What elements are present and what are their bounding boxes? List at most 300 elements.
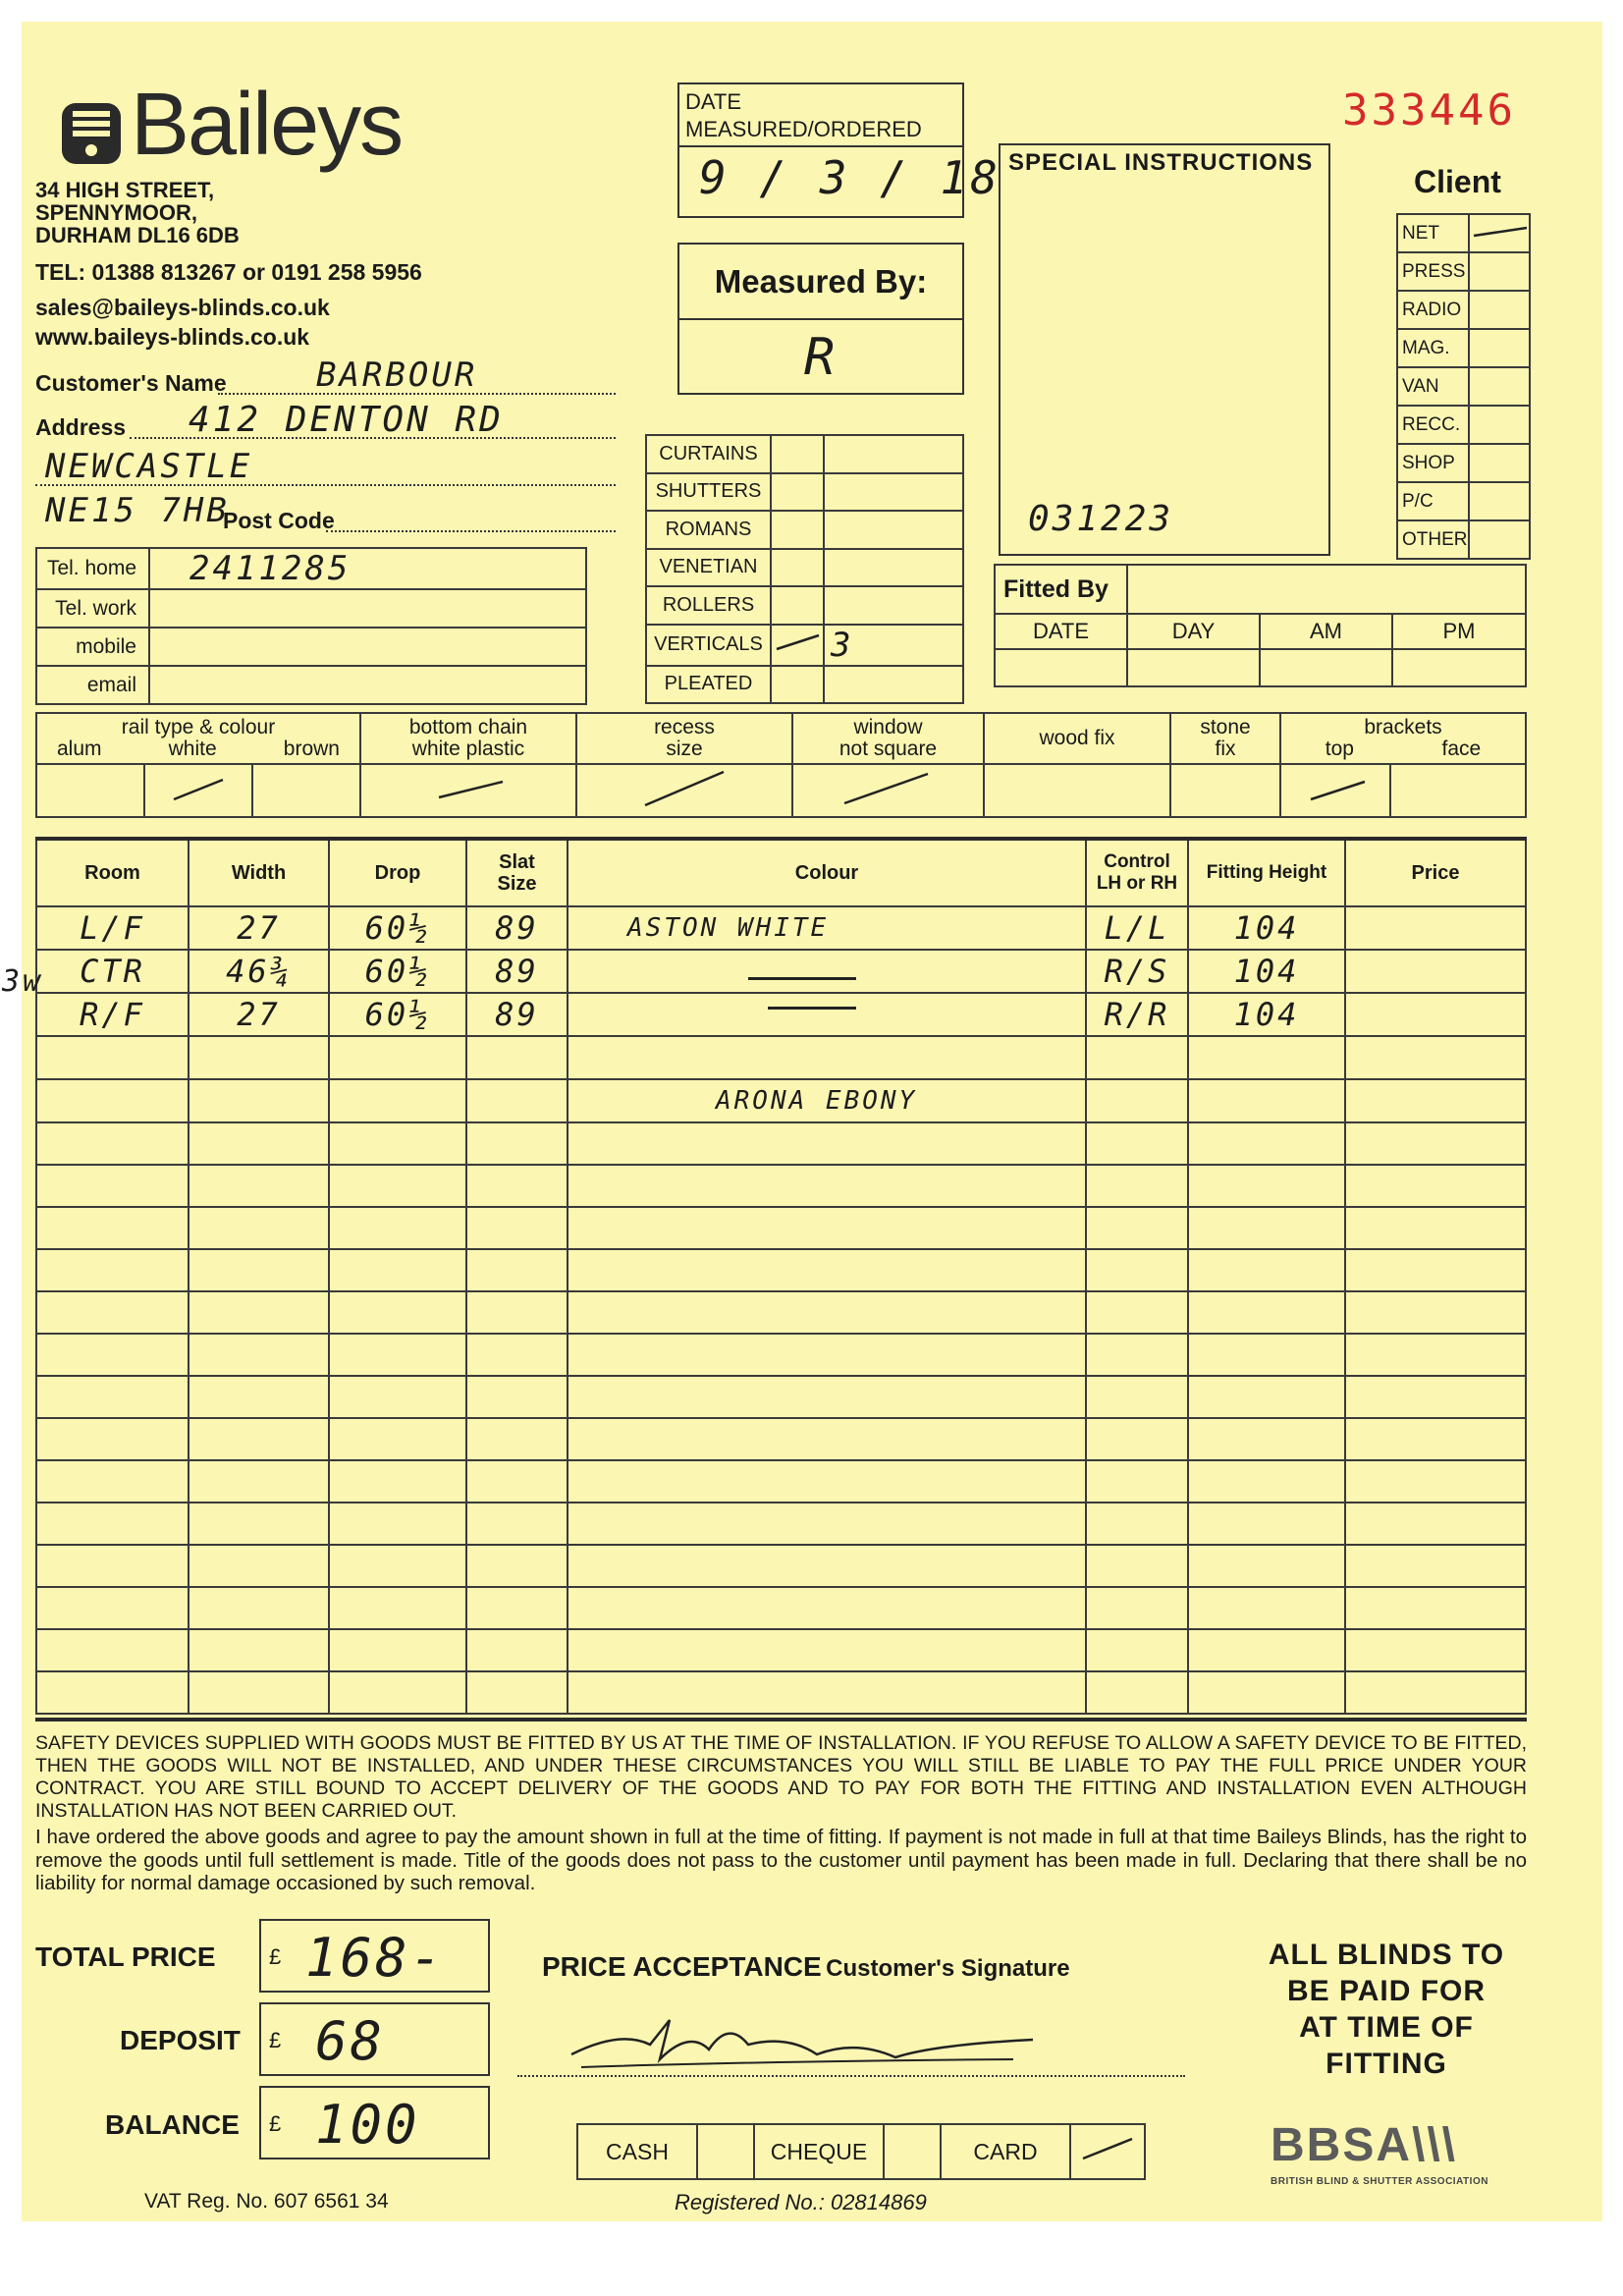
payment-cheque-check[interactable] (884, 2124, 941, 2179)
cell-colour[interactable] (568, 1207, 1086, 1249)
cell-price[interactable] (1345, 1587, 1526, 1629)
fitted-pm-label: PM (1392, 614, 1526, 649)
cell-price[interactable] (1345, 993, 1526, 1036)
brackets-header: brackets top face (1280, 713, 1526, 764)
cell-height[interactable]: 104 (1188, 950, 1345, 993)
cell-height[interactable] (1188, 1165, 1345, 1207)
cell-drop[interactable] (329, 1334, 466, 1376)
cell-width[interactable] (189, 1334, 329, 1376)
cell-colour[interactable] (568, 1291, 1086, 1334)
tick-mark-icon (772, 628, 821, 657)
table-row (36, 1079, 1526, 1122)
source-other-check[interactable] (1469, 520, 1530, 559)
address-line-3: DURHAM DL16 6DB (35, 223, 240, 247)
payment-card-check[interactable] (1070, 2124, 1145, 2179)
fitted-by-value[interactable] (1127, 565, 1526, 614)
phone-table (35, 547, 587, 705)
pleated-qty[interactable] (824, 666, 963, 704)
cell-room[interactable] (36, 1671, 189, 1714)
cell-slat[interactable] (466, 1122, 568, 1165)
venetian-check[interactable] (771, 549, 824, 587)
cell-slat[interactable] (466, 1291, 568, 1334)
tel-home-value[interactable]: 2411285 (149, 548, 586, 589)
cell-slat[interactable] (466, 1671, 568, 1714)
cell-width[interactable] (189, 1671, 329, 1714)
cell-colour[interactable] (568, 1629, 1086, 1671)
col-colour: Colour (568, 841, 1086, 906)
address-value-2[interactable]: NEWCASTLE (45, 447, 253, 486)
cell-control[interactable] (1086, 1122, 1188, 1165)
cell-room[interactable] (36, 1460, 189, 1503)
tick-mark-icon (159, 768, 238, 807)
col-slat-size: Slat Size (466, 841, 568, 906)
cell-drop[interactable] (329, 1249, 466, 1291)
romans-qty[interactable] (824, 511, 963, 549)
stone-fix-check[interactable] (1170, 764, 1280, 817)
cell-height[interactable] (1188, 1503, 1345, 1545)
cell-colour[interactable] (568, 950, 1086, 993)
cell-drop[interactable]: 60½ (329, 993, 466, 1036)
cell-price[interactable] (1345, 1545, 1526, 1587)
date-measured-value[interactable]: 9 / 3 / 18 (699, 151, 1001, 204)
cell-room[interactable] (36, 1376, 189, 1418)
tick-mark-icon (630, 766, 738, 810)
cell-price[interactable] (1345, 1165, 1526, 1207)
cell-colour[interactable] (568, 1418, 1086, 1460)
cell-slat[interactable] (466, 1629, 568, 1671)
fitted-am-value[interactable] (1260, 649, 1392, 686)
col-price: Price (1345, 841, 1526, 906)
cell-control[interactable] (1086, 1207, 1188, 1249)
company-email: sales@baileys-blinds.co.uk (35, 295, 330, 320)
source-net-check[interactable] (1469, 214, 1530, 252)
table-row (36, 906, 1526, 950)
client-label: Client (1414, 164, 1501, 199)
table-row (36, 1291, 1526, 1334)
agreement-text: I have ordered the above goods and agree to pay the amount shown in full at the time of fitting. If payment is not made in full at that time Baileys Blinds, has the right to remove the goods until full settlement is made. Title of the goods does not pass to the customer until payment has been made in full. Declaring that there shall be no liability for normal damage occasioned by such removal. (35, 1826, 1527, 1894)
cell-room[interactable] (36, 1122, 189, 1165)
shutters-qty[interactable] (824, 473, 963, 512)
source-other: OTHER (1397, 520, 1469, 559)
table-row (36, 1165, 1526, 1207)
table-row (36, 1545, 1526, 1587)
source-radio-check[interactable] (1469, 291, 1530, 329)
verticals-qty[interactable]: 3 (824, 625, 963, 666)
recess-size-check[interactable] (576, 764, 792, 817)
ditto-mark-1 (748, 977, 856, 980)
tick-mark-icon (1470, 216, 1529, 246)
date-measured-label: DATE MEASURED/ORDERED (679, 84, 962, 147)
cell-drop[interactable] (329, 1460, 466, 1503)
fitted-day-label: DAY (1127, 614, 1260, 649)
cell-price[interactable] (1345, 1671, 1526, 1714)
source-press-check[interactable] (1469, 252, 1530, 291)
email-value[interactable] (149, 666, 586, 704)
cell-room[interactable]: CTR (36, 950, 189, 993)
romans-check[interactable] (771, 511, 824, 549)
measured-by-value[interactable]: R (803, 328, 839, 387)
product-shutters: SHUTTERS (646, 473, 771, 512)
table-bottom-rule (35, 1718, 1527, 1722)
cell-control[interactable] (1086, 1629, 1188, 1671)
cell-control[interactable] (1086, 1418, 1188, 1460)
cell-slat[interactable] (466, 1334, 568, 1376)
cell-colour[interactable] (568, 1334, 1086, 1376)
curtains-qty[interactable] (824, 435, 963, 473)
cell-control[interactable]: R/R (1086, 993, 1188, 1036)
cell-control[interactable] (1086, 1334, 1188, 1376)
source-pc: P/C (1397, 482, 1469, 520)
cell-height[interactable] (1188, 1545, 1345, 1587)
cell-price[interactable] (1345, 1460, 1526, 1503)
cell-width[interactable] (189, 1165, 329, 1207)
source-shop-check[interactable] (1469, 444, 1530, 482)
cell-colour[interactable] (568, 1503, 1086, 1545)
pound-icon: £ (269, 2111, 282, 2136)
company-web: www.baileys-blinds.co.uk (35, 324, 310, 350)
cell-price[interactable] (1345, 1418, 1526, 1460)
payment-method-table (576, 2123, 1146, 2180)
postcode-value[interactable]: NE15 7HB (45, 491, 230, 530)
cell-slat[interactable] (466, 1079, 568, 1122)
cell-drop[interactable] (329, 1165, 466, 1207)
price-acceptance (542, 1951, 1070, 1983)
fitted-date-value[interactable] (995, 649, 1127, 686)
product-pleated: PLEATED (646, 666, 771, 704)
address-line-2: SPENNYMOOR, (35, 200, 198, 225)
cell-width[interactable] (189, 1376, 329, 1418)
table-row (36, 1036, 1526, 1079)
cell-width[interactable] (189, 1460, 329, 1503)
cell-height[interactable] (1188, 1207, 1345, 1249)
cell-drop[interactable] (329, 1671, 466, 1714)
special-instructions-value[interactable]: 031223 (1028, 499, 1174, 539)
pound-icon: £ (269, 1944, 282, 1969)
cell-slat[interactable] (466, 1418, 568, 1460)
brown-check[interactable] (252, 764, 360, 817)
bbsa-subtitle: BRITISH BLIND & SHUTTER ASSOCIATION (1271, 2176, 1488, 2187)
cell-slat[interactable] (466, 1249, 568, 1291)
company-address (35, 179, 240, 246)
deposit-value[interactable]: 68 (315, 2010, 386, 2072)
mobile-value[interactable] (149, 628, 586, 666)
cell-width[interactable] (189, 1503, 329, 1545)
table-row (36, 1207, 1526, 1249)
cell-width[interactable] (189, 1629, 329, 1671)
cell-width[interactable] (189, 1587, 329, 1629)
cell-control[interactable] (1086, 1376, 1188, 1418)
cell-drop[interactable] (329, 1122, 466, 1165)
registered-no: Registered No.: 02814869 (675, 2190, 927, 2214)
cell-drop[interactable] (329, 1545, 466, 1587)
cell-price[interactable] (1345, 906, 1526, 950)
cell-slat[interactable]: 89 (466, 906, 568, 950)
product-curtains: CURTAINS (646, 435, 771, 473)
cell-room[interactable] (36, 1587, 189, 1629)
bottom-chain-check[interactable] (360, 764, 576, 817)
table-row (36, 1671, 1526, 1714)
source-net: NET (1397, 214, 1469, 252)
cell-room[interactable] (36, 1165, 189, 1207)
cell-slat[interactable] (466, 1207, 568, 1249)
fitted-pm-value[interactable] (1392, 649, 1526, 686)
cell-price[interactable] (1345, 1079, 1526, 1122)
window-not-square-check[interactable] (792, 764, 984, 817)
cell-height[interactable] (1188, 1334, 1345, 1376)
tick-mark-icon (1296, 768, 1375, 807)
cell-control[interactable] (1086, 1291, 1188, 1334)
shutters-check[interactable] (771, 473, 824, 512)
fitted-by-label: Fitted By (995, 565, 1127, 614)
customer-name-value[interactable]: BARBOUR (316, 355, 478, 395)
cell-drop[interactable]: 60½ (329, 950, 466, 993)
fitted-by-table (994, 564, 1527, 687)
cell-width[interactable] (189, 1249, 329, 1291)
safety-notice: SAFETY DEVICES SUPPLIED WITH GOODS MUST BE FITTED BY US AT THE TIME OF INSTALLATION. IF YOU REFUSE TO ALLOW A SAFETY DEVICE TO BE FITTED, THEN THE GOODS WILL NOT BE INSTALLED, AND UNDER THESE CIRCUMSTANCES YOU WILL STILL BE LIABLE TO PAY THE FULL PRICE UNDER YOUR CONTRACT. YOU ARE STILL BOUND TO ACCEPT DELIVERY OF THE GOODS AND TO PAY FOR BOTH THE FITTING AND INSTALLATION EVEN ALTHOUGH INSTALLATION HAS NOT BEEN CARRIED OUT. (35, 1732, 1527, 1822)
cell-room[interactable] (36, 1418, 189, 1460)
order-number: 333446 (1342, 85, 1516, 136)
logo (57, 76, 403, 184)
cell-drop[interactable] (329, 1587, 466, 1629)
options-table (35, 712, 1527, 818)
col-fitting-height: Fitting Height (1188, 841, 1345, 906)
company-tel: TEL: 01388 813267 or 0191 258 5956 (35, 259, 422, 285)
rollers-qty[interactable] (824, 586, 963, 625)
product-venetian: VENETIAN (646, 549, 771, 587)
cell-height[interactable] (1188, 1587, 1345, 1629)
deposit-label: DEPOSIT (120, 2025, 241, 2055)
cell-height[interactable] (1188, 1249, 1345, 1291)
stone-fix-header: stone fix (1170, 713, 1280, 764)
cell-width[interactable] (189, 1036, 329, 1079)
cell-price[interactable] (1345, 1503, 1526, 1545)
cell-slat[interactable] (466, 1545, 568, 1587)
cell-price[interactable] (1345, 1207, 1526, 1249)
cell-drop[interactable] (329, 1291, 466, 1334)
tel-work-label: Tel. work (36, 589, 149, 628)
cell-height[interactable] (1188, 1122, 1345, 1165)
cell-control[interactable] (1086, 1460, 1188, 1503)
cell-control[interactable] (1086, 1671, 1188, 1714)
total-price-label: TOTAL PRICE (35, 1941, 216, 1972)
wood-fix-check[interactable] (984, 764, 1170, 817)
cell-room[interactable] (36, 1207, 189, 1249)
source-recc-check[interactable] (1469, 406, 1530, 444)
balance-box[interactable] (259, 2086, 490, 2159)
cell-price[interactable] (1345, 1249, 1526, 1291)
cell-control[interactable]: R/S (1086, 950, 1188, 993)
pleated-check[interactable] (771, 666, 824, 704)
cell-colour[interactable] (568, 1376, 1086, 1418)
vat-reg: VAT Reg. No. 607 6561 34 (144, 2190, 389, 2213)
cell-colour[interactable]: ASTON WHITE (568, 906, 1086, 950)
cell-drop[interactable]: 60½ (329, 906, 466, 950)
cell-room[interactable] (36, 1334, 189, 1376)
cell-control[interactable] (1086, 1036, 1188, 1079)
table-row (36, 1503, 1526, 1545)
cell-width[interactable] (189, 1207, 329, 1249)
table-row (36, 1460, 1526, 1503)
product-romans: ROMANS (646, 511, 771, 549)
table-row (36, 950, 1526, 993)
cell-room[interactable] (36, 1545, 189, 1587)
margin-note: 3w (2, 964, 44, 999)
cell-drop[interactable] (329, 1207, 466, 1249)
cell-colour[interactable] (568, 1545, 1086, 1587)
payment-cheque-label: CHEQUE (754, 2124, 884, 2179)
table-row (36, 1587, 1526, 1629)
cell-colour[interactable] (568, 1249, 1086, 1291)
signature-scribble-icon[interactable] (562, 2000, 1053, 2079)
cell-slat[interactable] (466, 1376, 568, 1418)
tel-home-label: Tel. home (36, 548, 149, 589)
cell-height[interactable]: 104 (1188, 906, 1345, 950)
tick-mark-icon (835, 766, 943, 810)
cell-slat[interactable] (466, 1036, 568, 1079)
cell-height[interactable] (1188, 1671, 1345, 1714)
cell-width[interactable] (189, 1079, 329, 1122)
cell-width[interactable] (189, 1291, 329, 1334)
cell-slat[interactable] (466, 1587, 568, 1629)
cell-height[interactable] (1188, 1291, 1345, 1334)
white-check[interactable] (144, 764, 252, 817)
table-row (36, 1334, 1526, 1376)
alum-check[interactable] (36, 764, 144, 817)
curtains-check[interactable] (771, 435, 824, 473)
pound-icon: £ (269, 2028, 282, 2052)
table-row (36, 993, 1526, 1036)
cell-height[interactable]: 104 (1188, 993, 1345, 1036)
deposit-box[interactable] (259, 2002, 490, 2076)
client-source-table (1396, 213, 1531, 560)
cell-colour[interactable] (568, 1122, 1086, 1165)
source-mag-check[interactable] (1469, 329, 1530, 367)
cell-height[interactable] (1188, 1629, 1345, 1671)
rollers-check[interactable] (771, 586, 824, 625)
cell-price[interactable] (1345, 1291, 1526, 1334)
cell-height[interactable] (1188, 1418, 1345, 1460)
cell-drop[interactable] (329, 1079, 466, 1122)
cell-room[interactable] (36, 1249, 189, 1291)
cell-colour[interactable]: ARONA EBONY (568, 1079, 1086, 1122)
cell-slat[interactable] (466, 1503, 568, 1545)
cell-control[interactable] (1086, 1503, 1188, 1545)
tick-mark-icon (1078, 2129, 1137, 2168)
postcode-label: Post Code (223, 508, 335, 533)
cell-drop[interactable] (329, 1418, 466, 1460)
cell-drop[interactable] (329, 1503, 466, 1545)
total-price-box[interactable] (259, 1919, 490, 1993)
cell-width[interactable] (189, 1418, 329, 1460)
cell-colour[interactable] (568, 1671, 1086, 1714)
cell-height[interactable] (1188, 1376, 1345, 1418)
cell-control[interactable]: L/L (1086, 906, 1188, 950)
cell-drop[interactable] (329, 1036, 466, 1079)
col-room: Room (36, 841, 189, 906)
address-value-1[interactable]: 412 DENTON RD (189, 400, 504, 440)
col-width: Width (189, 841, 329, 906)
order-form (2, 22, 1602, 2221)
cell-colour[interactable] (568, 1036, 1086, 1079)
cell-colour[interactable] (568, 1587, 1086, 1629)
cell-price[interactable] (1345, 1629, 1526, 1671)
source-van-check[interactable] (1469, 367, 1530, 406)
cell-width[interactable]: 46¾ (189, 950, 329, 993)
date-measured-box (677, 82, 1001, 218)
cell-drop[interactable] (329, 1629, 466, 1671)
bottom-chain-header: bottom chain white plastic (360, 713, 576, 764)
blind-logo-icon (57, 95, 126, 174)
cell-control[interactable] (1086, 1545, 1188, 1587)
cell-control[interactable] (1086, 1249, 1188, 1291)
cell-slat[interactable] (466, 1460, 568, 1503)
measured-by-label: Measured By: (679, 245, 962, 320)
cell-price[interactable] (1345, 950, 1526, 993)
cell-price[interactable] (1345, 1376, 1526, 1418)
cell-width[interactable]: 27 (189, 906, 329, 950)
source-mag: MAG. (1397, 329, 1469, 367)
cell-height[interactable] (1188, 1460, 1345, 1503)
cell-slat[interactable]: 89 (466, 950, 568, 993)
cell-room[interactable] (36, 1036, 189, 1079)
cell-colour[interactable] (568, 1165, 1086, 1207)
customer-signature-label: Customer's Signature (826, 1955, 1070, 1982)
cell-control[interactable] (1086, 1165, 1188, 1207)
verticals-check[interactable] (771, 625, 824, 666)
cell-room[interactable]: R/F (36, 993, 189, 1036)
table-row (36, 1376, 1526, 1418)
brackets-face-check[interactable] (1390, 764, 1526, 817)
total-price-value[interactable]: 168- (305, 1927, 446, 1989)
payment-cash-check[interactable] (697, 2124, 754, 2179)
cell-room[interactable] (36, 1079, 189, 1122)
tick-mark-icon (419, 768, 517, 807)
cell-control[interactable] (1086, 1079, 1188, 1122)
venetian-qty[interactable] (824, 549, 963, 587)
cell-control[interactable] (1086, 1587, 1188, 1629)
cell-slat[interactable] (466, 1165, 568, 1207)
cell-width[interactable] (189, 1122, 329, 1165)
wood-fix-header: wood fix (984, 713, 1170, 764)
cell-slat[interactable]: 89 (466, 993, 568, 1036)
col-drop: Drop (329, 841, 466, 906)
tel-work-value[interactable] (149, 589, 586, 628)
source-shop: SHOP (1397, 444, 1469, 482)
cell-room[interactable] (36, 1629, 189, 1671)
special-instructions-label: SPECIAL INSTRUCTIONS (1008, 149, 1314, 176)
cell-height[interactable] (1188, 1079, 1345, 1122)
cell-colour[interactable] (568, 993, 1086, 1036)
cell-width[interactable] (189, 1545, 329, 1587)
payment-card-label: CARD (941, 2124, 1070, 2179)
cell-drop[interactable] (329, 1376, 466, 1418)
cell-price[interactable] (1345, 1036, 1526, 1079)
cell-room[interactable]: L/F (36, 906, 189, 950)
cell-room[interactable] (36, 1503, 189, 1545)
brackets-top-check[interactable] (1280, 764, 1390, 817)
cell-width[interactable]: 27 (189, 993, 329, 1036)
postcode-line (326, 529, 616, 532)
recess-size-header: recess size (576, 713, 792, 764)
cell-price[interactable] (1345, 1334, 1526, 1376)
cell-colour[interactable] (568, 1460, 1086, 1503)
cell-room[interactable] (36, 1291, 189, 1334)
cell-height[interactable] (1188, 1036, 1345, 1079)
balance-value[interactable]: 100 (315, 2094, 420, 2156)
source-pc-check[interactable] (1469, 482, 1530, 520)
fitted-day-value[interactable] (1127, 649, 1260, 686)
cell-price[interactable] (1345, 1122, 1526, 1165)
